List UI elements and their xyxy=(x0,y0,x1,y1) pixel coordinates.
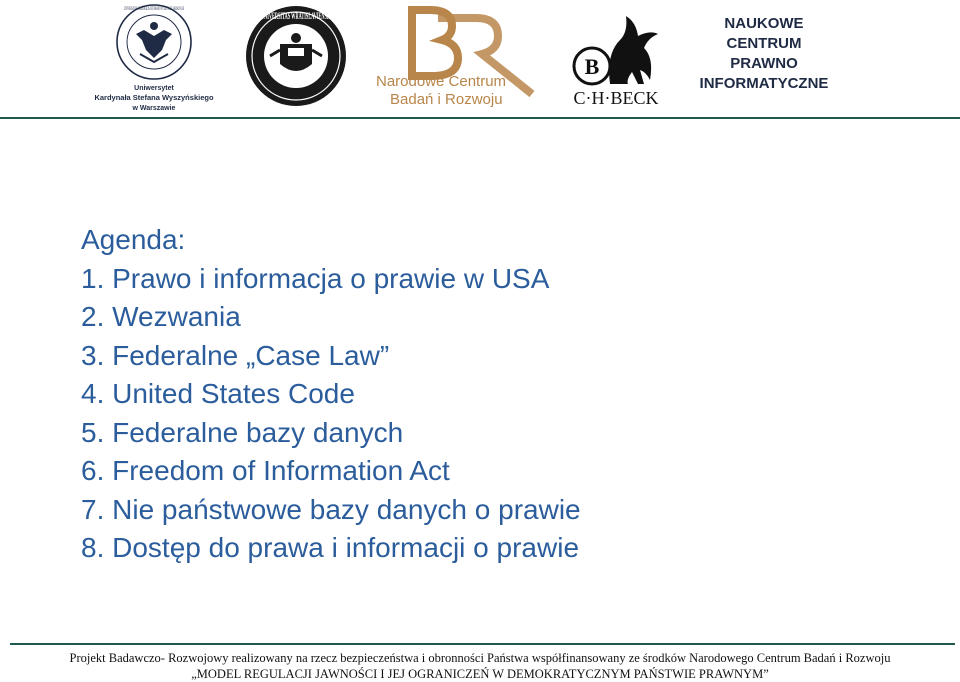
ncpi-logo xyxy=(692,10,836,96)
ncpi-line-1: NAUKOWE xyxy=(724,15,804,32)
agenda-heading: Agenda: xyxy=(81,224,186,255)
chbeck-logo xyxy=(570,4,662,110)
agenda-item: 2. Wezwania xyxy=(81,301,241,332)
ncpi-line-4: INFORMATYCZNE xyxy=(699,75,829,92)
uksw-line-3: w Warszawie xyxy=(132,105,176,112)
logo-banner xyxy=(0,0,960,116)
agenda-item: 8. Dostęp do prawa i informacji o prawie xyxy=(81,532,580,563)
agenda-item: 6. Freedom of Information Act xyxy=(81,455,450,486)
agenda-item: 3. Federalne „Case Law” xyxy=(81,339,390,371)
ncbr-logo xyxy=(372,4,548,112)
agenda-item: 4. United States Code xyxy=(81,378,355,409)
uksw-line-2: Kardynała Stefana Wyszyńskiego xyxy=(94,93,214,102)
header-divider xyxy=(0,117,960,119)
uksw-seal-text: UNIVERSITAS CARDINALIS STEPHANI WYSZYNSKI VARSOVIAE xyxy=(124,6,185,12)
agenda-item: 1. Prawo i informacja o prawie w USA xyxy=(81,262,550,294)
uwr-seal-text: UNIVERSITAS WRATISLAVIENSIS xyxy=(261,11,331,21)
footer-divider xyxy=(10,643,955,645)
ncbr-line-2: Badań i Rozwoju xyxy=(390,91,503,108)
agenda-item: 7. Nie państwowe bazy danych o prawie xyxy=(81,493,581,525)
footer-project-title: „MODEL REGULACJI JAWNOŚCI I JEJ OGRANICZEŃ W DEMOKRATYCZNYM PAŃSTWIE PRAWNYM” xyxy=(191,667,769,681)
footer xyxy=(0,650,960,682)
chbeck-name: C·H·BECK xyxy=(573,88,659,108)
chbeck-mark: B xyxy=(584,54,600,79)
uksw-logo xyxy=(88,2,224,116)
uksw-line-1: Uniwersytet xyxy=(134,85,174,92)
agenda-item: 5. Federalne bazy danych xyxy=(81,416,404,448)
uwr-logo xyxy=(244,4,348,108)
footer-funding-note: Projekt Badawczo- Rozwojowy realizowany na rzecz bezpieczeństwa i obronności Państwa współfinansowany ze środków Narodowego Centrum Badań i Rozwoju xyxy=(69,651,891,665)
ncbr-line-1: Narodowe Centrum xyxy=(376,73,507,90)
ncpi-line-2: CENTRUM xyxy=(726,35,802,52)
agenda-list xyxy=(81,221,581,568)
ncpi-line-3: PRAWNO xyxy=(730,55,798,72)
